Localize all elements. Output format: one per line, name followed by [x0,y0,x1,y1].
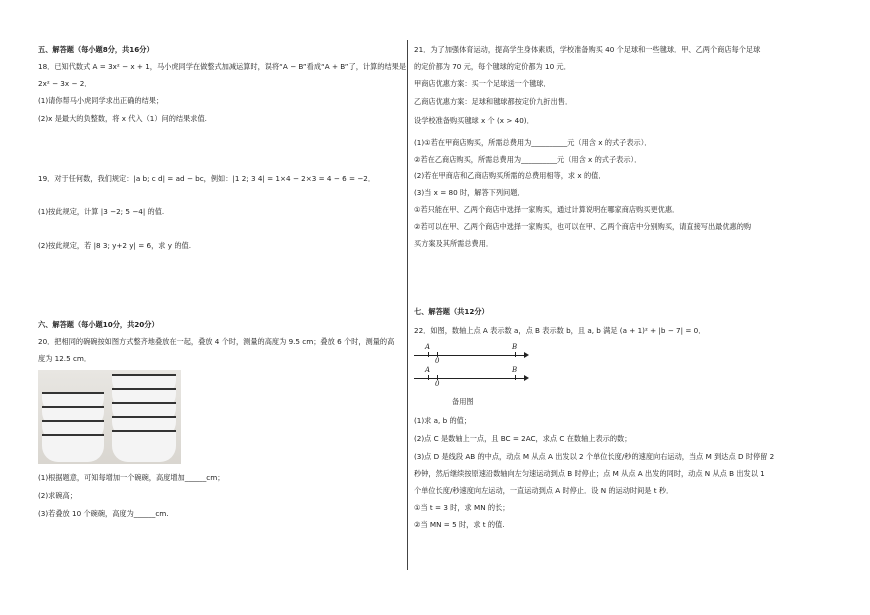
q18-line-1: 18．已知代数式 A = 3x² − x + 1，马小虎同学在做整式加减运算时，误将“A − B”看成“A + B”了，计算的结果是 [38,62,407,71]
q21-part-3b: ②若可以在甲、乙两个商店中选择一家购买，也可以在甲、乙两个商店中分别购买，请直接写出最优惠的购 [414,222,752,231]
q18-part-1: (1)请你帮马小虎同学求出正确的结果； [38,96,164,105]
q21-line-3: 甲商店优惠方案：买一个足球送一个毽球． [414,79,551,88]
q19-line-1: 19．对于任何数，我们规定：|a b; c d| = ad − bc，例如：|1 2; 3 4| = 1×4 − 2×3 = 4 − 6 = −2． [38,174,376,183]
q19-part-1: (1)按此规定，计算 |3 −2; 5 −4| 的值. [38,207,165,216]
q20-part-1: (1)根据题意，可知每增加一个碗碗，高度增加______cm； [38,473,225,482]
origin-label: 0 [435,357,440,365]
section5-title: 五、解答题（每小题8分，共16分） [38,45,154,54]
q18-line-2: 2x² − 3x − 2． [38,79,92,88]
q20-part-3: (3)若叠放 10 个碗碗，高度为______cm. [38,509,169,518]
column-divider [407,40,408,570]
spare-origin-label: 0 [435,380,440,388]
q21-part-2: (2)若在甲商店和乙商店购买所需的总费用相等，求 x 的值． [414,171,606,180]
q21-line-4: 乙商店优惠方案：足球和毽球都按定价九折出售． [414,97,573,106]
q22-part-3b: ②当 MN = 5 时，求 t 的值. [414,520,505,529]
q22-part-3a: ①当 t = 3 时，求 MN 的长； [414,503,510,512]
q18-part-2: (2)x 是最大的负整数，将 x 代入（1）问的结果求值. [38,114,207,123]
spare-point-b-label: B [512,366,518,374]
spare-point-a-label: A [425,366,431,374]
q21-part-1b: ②若在乙商店购买，所需总费用为__________元（用含 x 的式子表示）． [414,155,642,164]
point-b-label: B [512,343,518,351]
q22-part-3-line-1: (3)点 D 是线段 AB 的中点，动点 M 从点 A 出发以 2 个单位长度/秒的速度向右运动，当点 M 到达点 D 时停留 2 [414,452,775,461]
q22-part-3-line-3: 个单位长度/秒速度向左运动，一直运动到点 A 时停止．设 N 的运动时间是 t 秒． [414,486,674,495]
q21-line-2: 的定价都为 70 元，每个毽球的定价都为 10 元． [414,62,571,71]
q22-intro: 22．如图，数轴上点 A 表示数 a，点 B 表示数 b，且 a, b 满足 (a + 1)² + |b − 7| = 0． [414,326,706,335]
stacked-bowls-photo [38,370,181,464]
q21-part-3: (3)当 x = 80 时，解答下列问题． [414,188,525,197]
q22-part-1: (1)求 a, b 的值； [414,416,472,425]
q20-part-2: (2)求碗高； [38,491,77,500]
q19-part-2: (2)按此规定，若 |8 3; y+2 y| = 6，求 y 的值. [38,241,191,250]
q20-line-1: 20．把相同的碗碗按如图方式整齐地叠放在一起，叠放 4 个时，测量的高度为 9.5 cm；叠放 6 个时，测量的高 [38,337,395,346]
spare-figure-caption: 备用图 [452,397,474,406]
q21-line-1: 21．为了加强体育运动，提高学生身体素质，学校准备购买 40 个足球和一些毽球．甲、乙两个商店每个足球 [414,45,761,54]
q21-line-5: 设学校准备购买毽球 x 个 (x > 40)． [414,116,534,125]
q21-part-3b-cont: 买方案及其所需总费用． [414,239,494,248]
point-a-label: A [425,343,431,351]
q20-line-2: 度为 12.5 cm． [38,354,92,363]
section7-title: 七、解答题（共12分） [414,307,489,316]
q22-part-3-line-2: 秒钟，然后继续按原速沿数轴向左匀速运动到点 B 时停止；点 M 从点 A 出发的同时，动点 N 从点 B 出发以 1 [414,469,765,478]
section6-title: 六、解答题（每小题10分，共20分） [38,320,159,329]
q21-part-1a: (1)①若在甲商店购买，所需总费用为__________元（用含 x 的式子表示）． [414,138,652,147]
q21-part-3a: ①若只能在甲、乙两个商店中选择一家购买，通过计算说明在哪家商店购买更优惠． [414,205,680,214]
q22-part-2: (2)点 C 是数轴上一点，且 BC = 2AC，求点 C 在数轴上表示的数； [414,434,632,443]
